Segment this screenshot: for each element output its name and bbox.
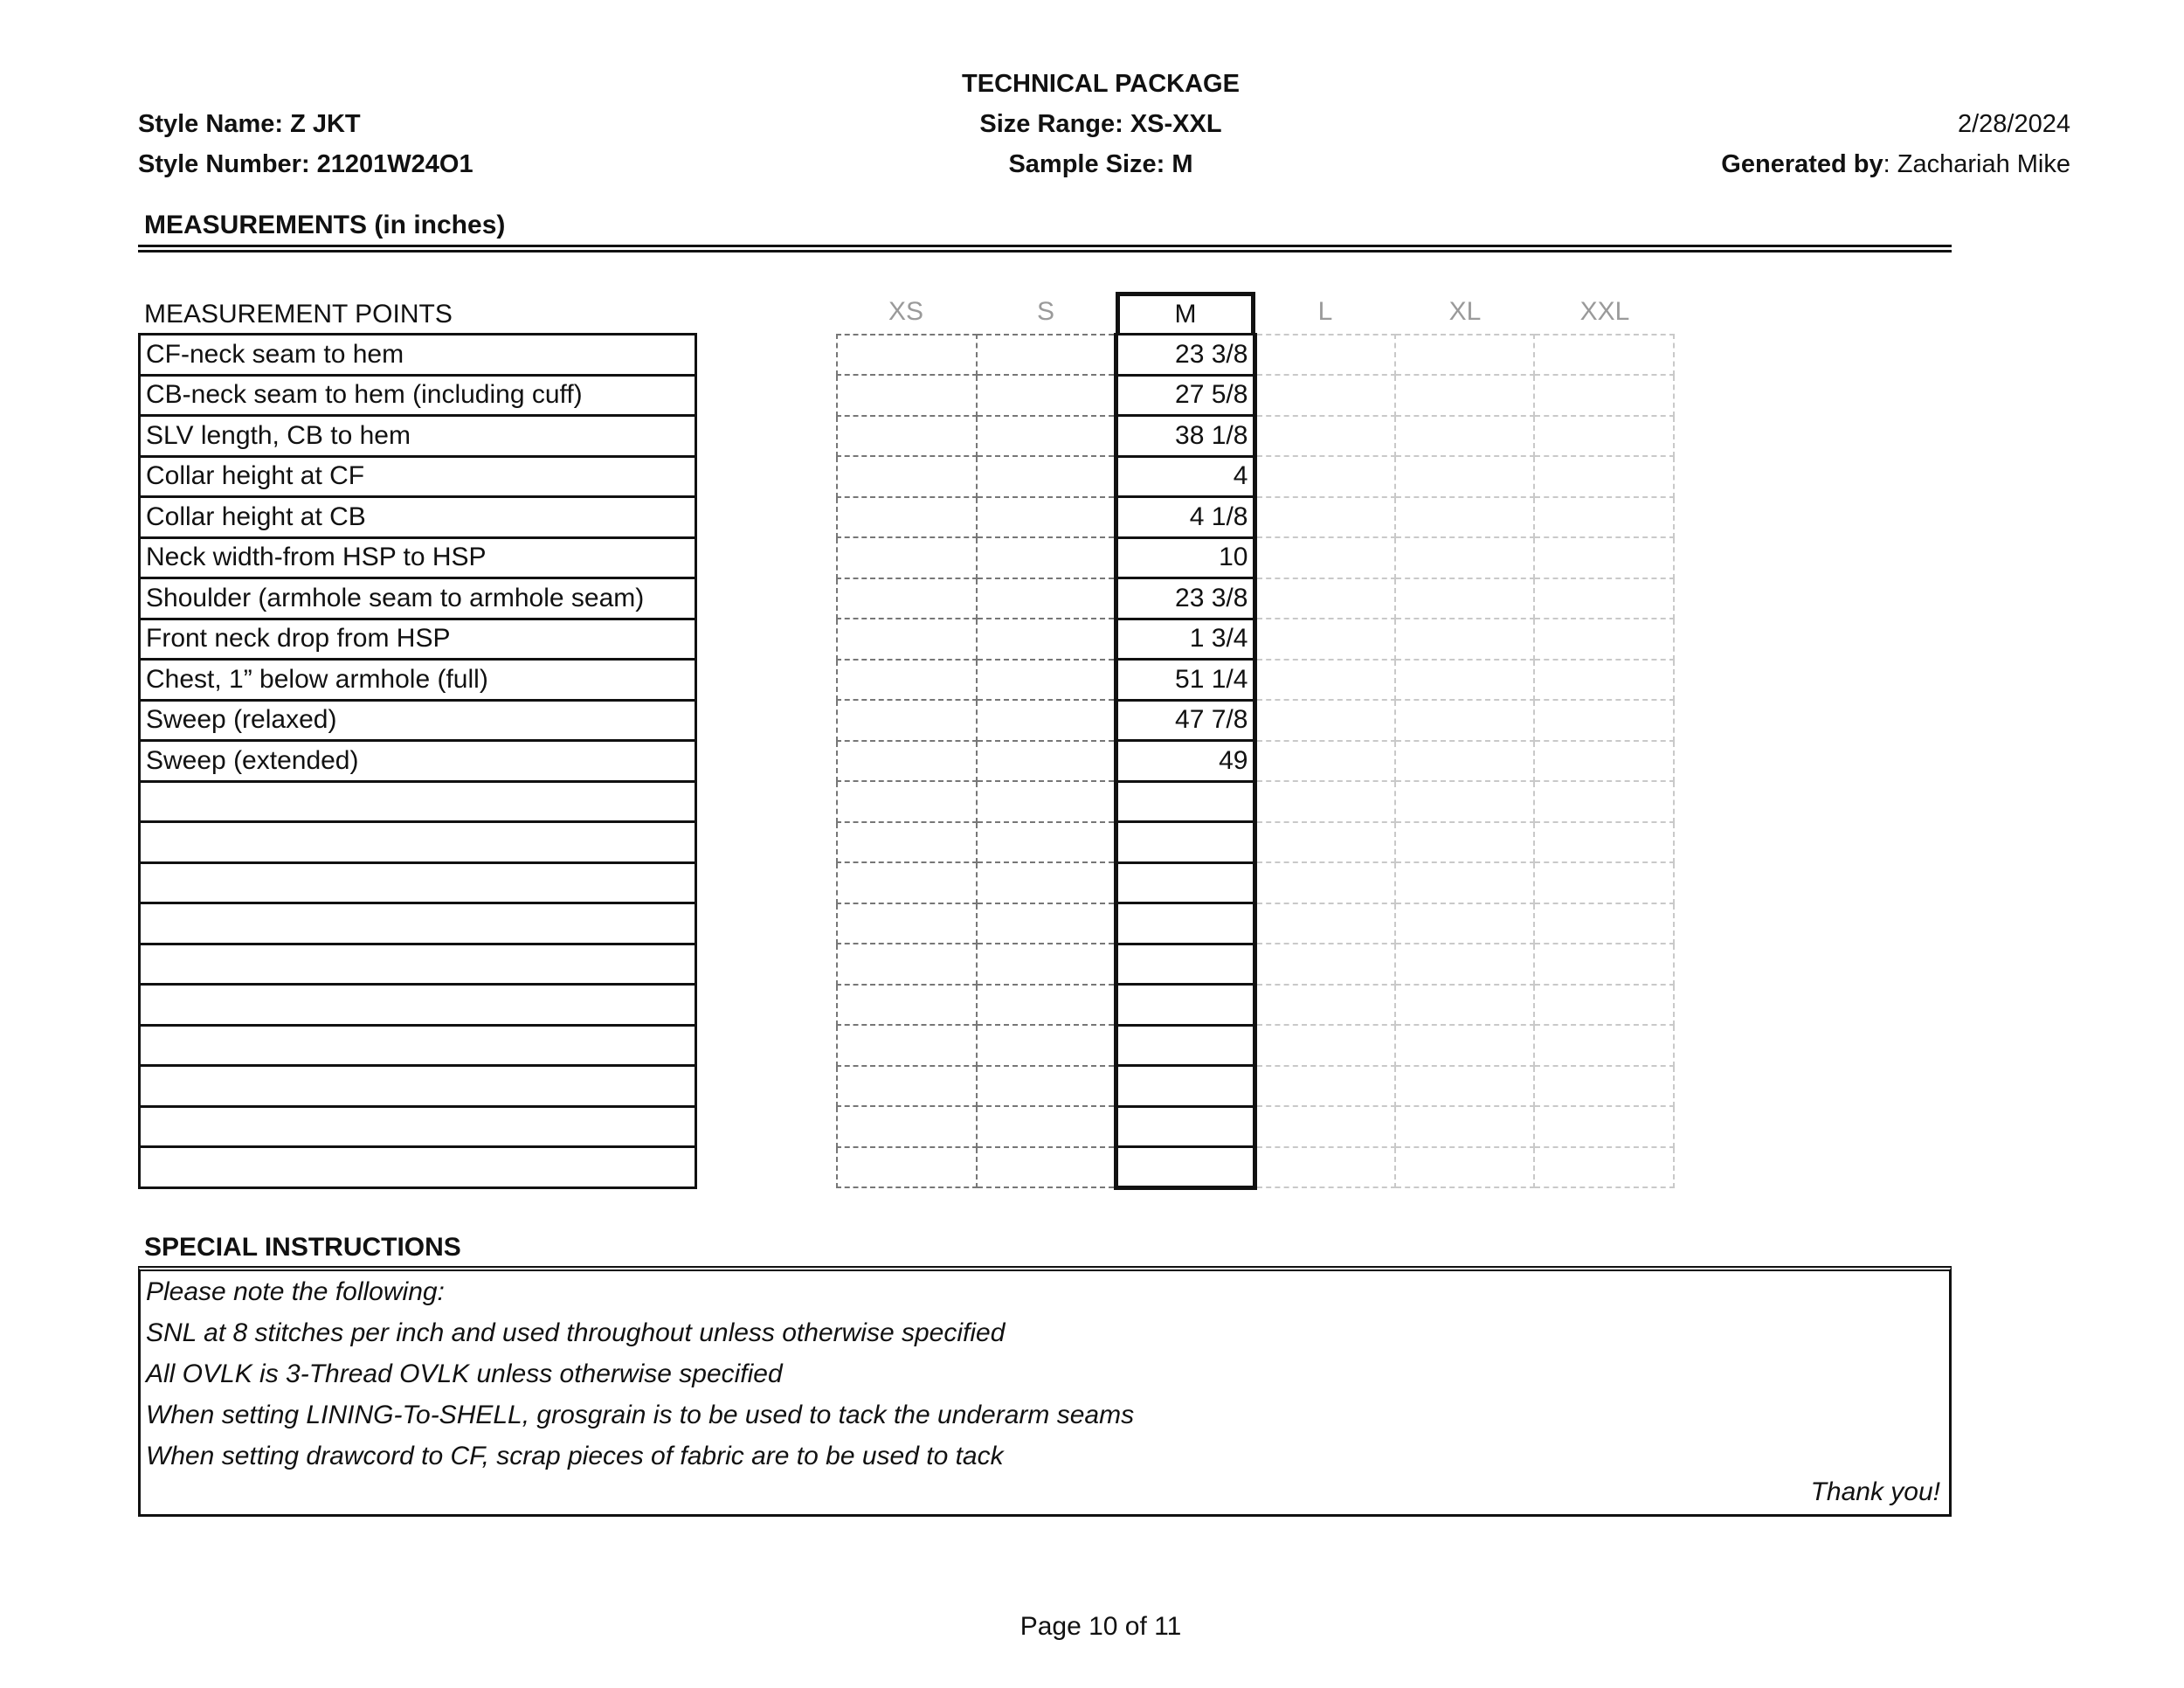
measurement-row bbox=[140, 862, 696, 903]
measurement-row bbox=[140, 660, 696, 701]
size-cell-xs bbox=[837, 903, 977, 944]
size-cell-l bbox=[1255, 1066, 1395, 1107]
size-cell-xl bbox=[1395, 781, 1535, 822]
size-cell-s bbox=[977, 1066, 1116, 1107]
sample-size: Sample Size: M bbox=[1008, 150, 1193, 178]
size-cell-xl bbox=[1395, 862, 1535, 903]
measurement-point: Collar height at CB bbox=[140, 497, 696, 538]
size-cell-l bbox=[1255, 660, 1395, 701]
document-date: 2/28/2024 bbox=[1957, 110, 2070, 138]
size-grid-row bbox=[837, 456, 1674, 497]
size-cell-xl bbox=[1395, 741, 1535, 782]
size-cell-m bbox=[1116, 1106, 1255, 1147]
size-cell-m bbox=[1116, 1066, 1255, 1107]
instruction-line: When setting drawcord to CF, scrap pieces of fabric are to be used to tack bbox=[146, 1442, 1004, 1470]
size-cell-m bbox=[1116, 903, 1255, 944]
size-cell-xs bbox=[837, 578, 977, 619]
size-cell-s bbox=[977, 700, 1116, 741]
measurement-point bbox=[140, 903, 696, 944]
size-cell-s bbox=[977, 416, 1116, 457]
size-cell-xl bbox=[1395, 903, 1535, 944]
size-cell-s bbox=[977, 1025, 1116, 1066]
size-header-l: L bbox=[1317, 297, 1333, 326]
size-cell-l bbox=[1255, 497, 1395, 538]
size-cell-xxl bbox=[1534, 578, 1674, 619]
size-cell-l bbox=[1255, 1147, 1395, 1188]
size-cell-m: 1 3/4 bbox=[1116, 619, 1255, 660]
size-cell-s bbox=[977, 537, 1116, 578]
size-cell-s bbox=[977, 822, 1116, 863]
size-cell-xxl bbox=[1534, 416, 1674, 457]
measurement-row bbox=[140, 741, 696, 782]
size-cell-xl bbox=[1395, 416, 1535, 457]
size-grid-row bbox=[837, 700, 1674, 741]
size-cell-xl bbox=[1395, 944, 1535, 985]
size-cell-l bbox=[1255, 985, 1395, 1026]
size-cell-xs bbox=[837, 822, 977, 863]
size-cell-xxl bbox=[1534, 903, 1674, 944]
measurement-row bbox=[140, 578, 696, 619]
size-cell-xl bbox=[1395, 1106, 1535, 1147]
measurement-point: Front neck drop from HSP bbox=[140, 619, 696, 660]
size-header-s: S bbox=[1036, 297, 1054, 326]
size-grid-row bbox=[837, 619, 1674, 660]
size-cell-xs bbox=[837, 781, 977, 822]
style-number: Style Number: 21201W24O1 bbox=[138, 150, 473, 178]
measurement-point bbox=[140, 862, 696, 903]
size-cell-xxl bbox=[1534, 822, 1674, 863]
size-header-m: M bbox=[1116, 292, 1255, 336]
size-cell-m: 23 3/8 bbox=[1116, 578, 1255, 619]
size-cell-xl bbox=[1395, 335, 1535, 376]
size-cell-l bbox=[1255, 781, 1395, 822]
size-cell-xl bbox=[1395, 1025, 1535, 1066]
size-cell-s bbox=[977, 903, 1116, 944]
size-cell-xxl bbox=[1534, 1147, 1674, 1188]
measurement-row bbox=[140, 1025, 696, 1066]
size-cell-m: 27 5/8 bbox=[1116, 375, 1255, 416]
measurement-row bbox=[140, 985, 696, 1026]
measurement-row bbox=[140, 822, 696, 863]
size-cell-xs bbox=[837, 985, 977, 1026]
size-cell-l bbox=[1255, 375, 1395, 416]
size-range: Size Range: XS-XXL bbox=[979, 110, 1222, 138]
size-cell-xxl bbox=[1534, 862, 1674, 903]
instruction-line: When setting LINING-To-SHELL, grosgrain is to be used to tack the underarm seams bbox=[146, 1401, 1135, 1429]
size-cell-l bbox=[1255, 578, 1395, 619]
size-cell-xs bbox=[837, 741, 977, 782]
size-cell-l bbox=[1255, 741, 1395, 782]
size-cell-m: 4 1/8 bbox=[1116, 497, 1255, 538]
size-cell-xs bbox=[837, 416, 977, 457]
size-cell-l bbox=[1255, 1025, 1395, 1066]
size-header-xs: XS bbox=[888, 297, 924, 326]
size-cell-s bbox=[977, 741, 1116, 782]
size-cell-xs bbox=[837, 537, 977, 578]
measurement-points-header: MEASUREMENT POINTS bbox=[144, 300, 453, 329]
size-cell-xxl bbox=[1534, 781, 1674, 822]
size-cell-m: 51 1/4 bbox=[1116, 660, 1255, 701]
size-cell-xl bbox=[1395, 1066, 1535, 1107]
measurement-row bbox=[140, 903, 696, 944]
size-cell-xxl bbox=[1534, 1025, 1674, 1066]
size-cell-l bbox=[1255, 335, 1395, 376]
size-cell-s bbox=[977, 375, 1116, 416]
size-grid-row bbox=[837, 416, 1674, 457]
size-cell-l bbox=[1255, 700, 1395, 741]
size-cell-m: 10 bbox=[1116, 537, 1255, 578]
size-cell-l bbox=[1255, 456, 1395, 497]
size-cell-m: 38 1/8 bbox=[1116, 416, 1255, 457]
measurement-point bbox=[140, 781, 696, 822]
size-cell-xs bbox=[837, 619, 977, 660]
size-grid-row bbox=[837, 335, 1674, 376]
size-cell-s bbox=[977, 1106, 1116, 1147]
measurements-section-title: MEASUREMENTS (in inches) bbox=[144, 211, 506, 239]
size-cell-xxl bbox=[1534, 660, 1674, 701]
instruction-line: All OVLK is 3-Thread OVLK unless otherwise specified bbox=[146, 1359, 783, 1388]
size-grid-row bbox=[837, 944, 1674, 985]
size-cell-l bbox=[1255, 416, 1395, 457]
measurements-divider bbox=[138, 245, 1952, 253]
measurement-row bbox=[140, 497, 696, 538]
size-cell-xs bbox=[837, 700, 977, 741]
generated-by-value: : Zachariah Mike bbox=[1883, 150, 2070, 178]
size-grid-row bbox=[837, 781, 1674, 822]
size-cell-xs bbox=[837, 862, 977, 903]
measurement-row bbox=[140, 1066, 696, 1107]
size-cell-m bbox=[1116, 781, 1255, 822]
size-cell-l bbox=[1255, 944, 1395, 985]
special-instructions-box bbox=[138, 1266, 1952, 1517]
size-grid-row bbox=[837, 537, 1674, 578]
measurement-point bbox=[140, 1066, 696, 1107]
size-cell-xxl bbox=[1534, 944, 1674, 985]
size-cell-xxl bbox=[1534, 537, 1674, 578]
size-cell-s bbox=[977, 335, 1116, 376]
size-cell-m: 49 bbox=[1116, 741, 1255, 782]
size-cell-m bbox=[1116, 862, 1255, 903]
size-cell-l bbox=[1255, 903, 1395, 944]
size-grid-row bbox=[837, 1147, 1674, 1188]
size-cell-xxl bbox=[1534, 1106, 1674, 1147]
measurement-row bbox=[140, 1147, 696, 1188]
size-cell-s bbox=[977, 944, 1116, 985]
size-cell-l bbox=[1255, 1106, 1395, 1147]
size-cell-xxl bbox=[1534, 1066, 1674, 1107]
measurement-row bbox=[140, 781, 696, 822]
size-cell-xl bbox=[1395, 619, 1535, 660]
size-cell-s bbox=[977, 781, 1116, 822]
closing-note: Thank you! bbox=[1810, 1477, 1940, 1506]
measurement-point: Chest, 1” below armhole (full) bbox=[140, 660, 696, 701]
size-cell-m bbox=[1116, 985, 1255, 1026]
size-cell-xl bbox=[1395, 537, 1535, 578]
measurement-row bbox=[140, 619, 696, 660]
measurement-point bbox=[140, 822, 696, 863]
size-cell-xxl bbox=[1534, 375, 1674, 416]
size-measurements-grid bbox=[836, 333, 1675, 1190]
size-cell-xs bbox=[837, 1025, 977, 1066]
measurement-row bbox=[140, 1106, 696, 1147]
size-cell-xl bbox=[1395, 660, 1535, 701]
size-cell-m: 23 3/8 bbox=[1116, 335, 1255, 376]
size-cell-s bbox=[977, 578, 1116, 619]
measurement-point bbox=[140, 1147, 696, 1188]
measurement-point: CF-neck seam to hem bbox=[140, 335, 696, 376]
size-cell-s bbox=[977, 456, 1116, 497]
size-cell-xs bbox=[837, 497, 977, 538]
size-cell-xxl bbox=[1534, 335, 1674, 376]
document-title: TECHNICAL PACKAGE bbox=[962, 70, 1240, 98]
size-cell-xs bbox=[837, 944, 977, 985]
size-cell-xl bbox=[1395, 822, 1535, 863]
size-grid-row bbox=[837, 903, 1674, 944]
size-cell-xs bbox=[837, 375, 977, 416]
size-cell-xxl bbox=[1534, 700, 1674, 741]
measurement-point: Collar height at CF bbox=[140, 456, 696, 497]
size-cell-s bbox=[977, 985, 1116, 1026]
size-cell-xxl bbox=[1534, 497, 1674, 538]
measurement-point: Sweep (extended) bbox=[140, 741, 696, 782]
size-cell-xs bbox=[837, 335, 977, 376]
size-cell-xs bbox=[837, 1106, 977, 1147]
size-cell-m bbox=[1116, 822, 1255, 863]
special-instructions-title: SPECIAL INSTRUCTIONS bbox=[144, 1233, 461, 1262]
size-grid-row bbox=[837, 822, 1674, 863]
size-grid-row bbox=[837, 660, 1674, 701]
size-cell-l bbox=[1255, 537, 1395, 578]
size-cell-l bbox=[1255, 619, 1395, 660]
measurement-row bbox=[140, 335, 696, 376]
size-cell-m: 4 bbox=[1116, 456, 1255, 497]
size-cell-xxl bbox=[1534, 456, 1674, 497]
size-header-xxl: XXL bbox=[1579, 297, 1630, 326]
size-cell-m bbox=[1116, 1147, 1255, 1188]
size-cell-xs bbox=[837, 660, 977, 701]
measurement-point bbox=[140, 1106, 696, 1147]
size-grid-row bbox=[837, 741, 1674, 782]
measurement-row bbox=[140, 700, 696, 741]
size-cell-m bbox=[1116, 944, 1255, 985]
size-cell-l bbox=[1255, 862, 1395, 903]
size-cell-l bbox=[1255, 822, 1395, 863]
measurement-point: SLV length, CB to hem bbox=[140, 416, 696, 457]
measurement-points-table bbox=[138, 333, 697, 1189]
measurement-row bbox=[140, 944, 696, 985]
size-cell-xl bbox=[1395, 456, 1535, 497]
size-grid-row bbox=[837, 375, 1674, 416]
size-cell-xl bbox=[1395, 578, 1535, 619]
size-grid-row bbox=[837, 862, 1674, 903]
size-cell-xl bbox=[1395, 985, 1535, 1026]
measurement-point bbox=[140, 1025, 696, 1066]
size-cell-xs bbox=[837, 456, 977, 497]
size-grid-row bbox=[837, 985, 1674, 1026]
size-cell-s bbox=[977, 660, 1116, 701]
size-cell-s bbox=[977, 619, 1116, 660]
size-cell-xxl bbox=[1534, 619, 1674, 660]
size-cell-xs bbox=[837, 1147, 977, 1188]
measurement-point bbox=[140, 985, 696, 1026]
generated-by-label: Generated by bbox=[1721, 150, 1883, 178]
measurement-row bbox=[140, 537, 696, 578]
size-grid-row bbox=[837, 497, 1674, 538]
measurement-point: Sweep (relaxed) bbox=[140, 700, 696, 741]
size-grid-row bbox=[837, 578, 1674, 619]
size-cell-xxl bbox=[1534, 985, 1674, 1026]
measurement-point: CB-neck seam to hem (including cuff) bbox=[140, 375, 696, 416]
size-grid-row bbox=[837, 1025, 1674, 1066]
size-grid-row bbox=[837, 1106, 1674, 1147]
measurement-row bbox=[140, 456, 696, 497]
measurement-point: Neck width-from HSP to HSP bbox=[140, 537, 696, 578]
size-cell-s bbox=[977, 862, 1116, 903]
measurement-row bbox=[140, 416, 696, 457]
measurement-row bbox=[140, 375, 696, 416]
instruction-line: Please note the following: bbox=[146, 1277, 445, 1306]
size-cell-m: 47 7/8 bbox=[1116, 700, 1255, 741]
size-cell-xl bbox=[1395, 375, 1535, 416]
measurement-point: Shoulder (armhole seam to armhole seam) bbox=[140, 578, 696, 619]
generated-by bbox=[1572, 147, 2070, 182]
size-cell-xl bbox=[1395, 497, 1535, 538]
size-cell-s bbox=[977, 1147, 1116, 1188]
page-number: Page 10 of 11 bbox=[1019, 1612, 1182, 1641]
size-cell-xl bbox=[1395, 1147, 1535, 1188]
style-name: Style Name: Z JKT bbox=[138, 110, 361, 138]
size-cell-m bbox=[1116, 1025, 1255, 1066]
measurement-point bbox=[140, 944, 696, 985]
size-cell-xxl bbox=[1534, 741, 1674, 782]
instruction-line: SNL at 8 stitches per inch and used throughout unless otherwise specified bbox=[146, 1318, 1006, 1347]
size-cell-s bbox=[977, 497, 1116, 538]
size-grid-row bbox=[837, 1066, 1674, 1107]
size-header-xl: XL bbox=[1448, 297, 1482, 326]
size-cell-xs bbox=[837, 1066, 977, 1107]
size-cell-xl bbox=[1395, 700, 1535, 741]
